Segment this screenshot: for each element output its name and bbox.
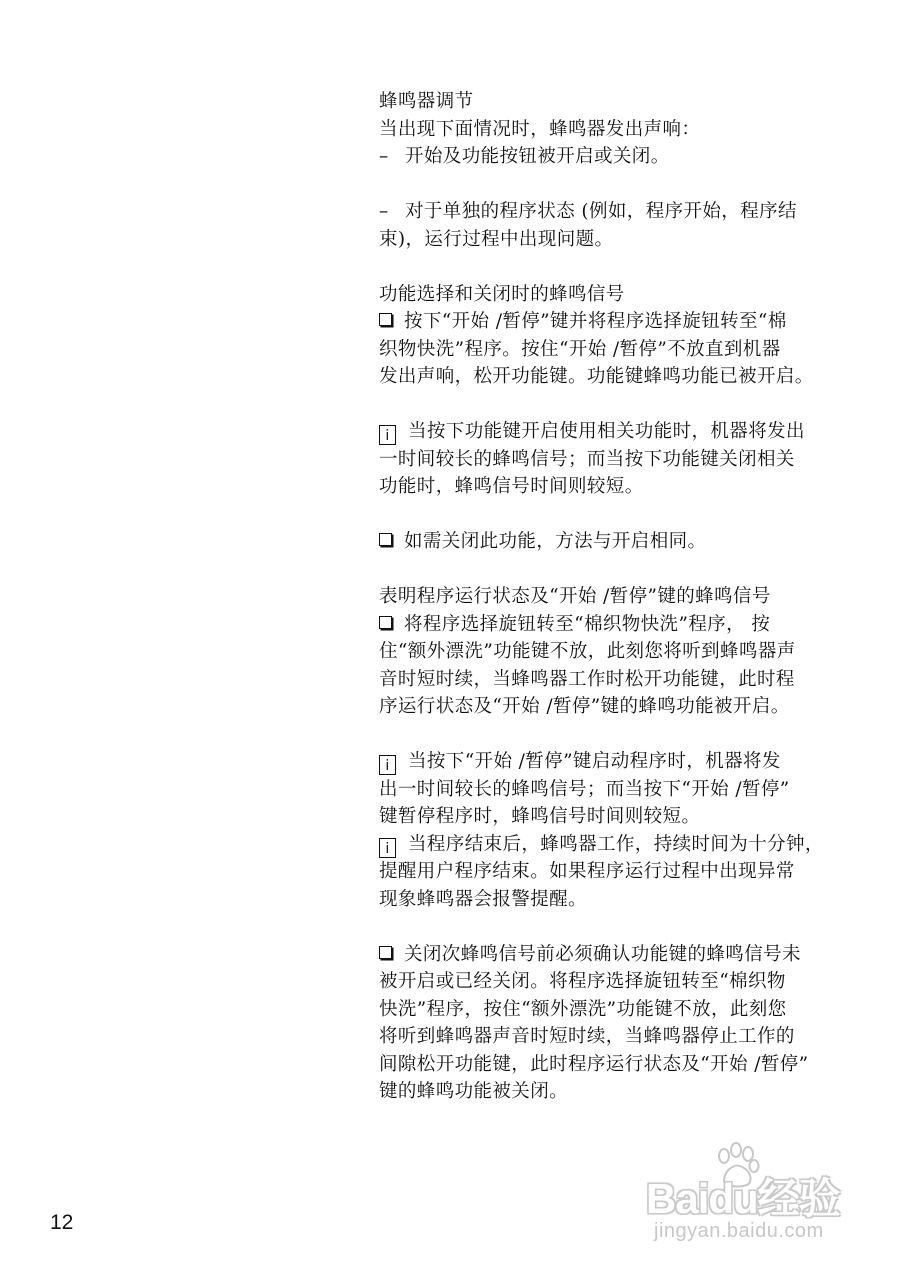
step-line: 将听到蜂鸣器声音时短时续，当蜂鸣器停止工作的 bbox=[379, 1026, 795, 1047]
step-line: 快洗”程序，按住“额外漂洗”功能键不放，此刻您 bbox=[379, 998, 787, 1020]
step-line: 间隙松开功能键，此时程序运行状态及“开始 /暂停” bbox=[379, 1053, 809, 1075]
info-line: 键暂停程序时，蜂鸣信号时间则较短。 bbox=[379, 806, 701, 827]
info-line: i 当程序结束后，蜂鸣器工作，持续时间为十分钟， bbox=[379, 831, 861, 859]
page-number: 12 bbox=[50, 1211, 74, 1234]
watermark-logo: Baidu经验 bbox=[646, 1175, 840, 1222]
info-line: i 当按下“开始 /暂停”键启动程序时，机器将发 bbox=[379, 748, 861, 776]
checkbox-square-icon bbox=[379, 313, 392, 326]
dash-item-cont: 束)，运行过程中出现问题。 bbox=[379, 228, 614, 250]
checkbox-square-icon bbox=[379, 946, 392, 959]
info-box-icon: i bbox=[379, 425, 396, 445]
step-line: 关闭次蜂鸣信号前必须确认功能键的蜂鸣信号未 bbox=[379, 941, 861, 969]
info-line: 出一时间较长的蜂鸣信号；而当按下“开始 /暂停” bbox=[379, 778, 790, 800]
step-line: 按下“开始 /暂停”键并将程序选择旋钮转至“棉 bbox=[379, 308, 861, 336]
checkbox-square-icon bbox=[379, 533, 392, 546]
section-title: 蜂鸣器调节 bbox=[379, 91, 474, 112]
subsection-title: 功能选择和关闭时的蜂鸣信号 bbox=[379, 283, 625, 305]
checkbox-square-icon bbox=[379, 616, 392, 629]
manual-content bbox=[379, 88, 861, 1106]
info-box-icon: i bbox=[379, 755, 396, 775]
step-line: 键的蜂鸣功能被关闭。 bbox=[379, 1081, 569, 1102]
baidu-watermark bbox=[646, 1142, 878, 1260]
step-line: 织物快洗”程序。按住“开始 /暂停”不放直到机器 bbox=[379, 338, 781, 360]
step-line: 序运行状态及“开始 /暂停”键的蜂鸣功能被开启。 bbox=[379, 696, 790, 717]
step-line: 音时短时续，当蜂鸣器工作时松开功能键，此时程 bbox=[379, 668, 795, 690]
intro-text: 当出现下面情况时，蜂鸣器发出声响： bbox=[379, 118, 701, 140]
step-line: 住“额外漂洗”功能键不放，此刻您将听到蜂鸣器声 bbox=[379, 641, 796, 662]
step-line: 发出声响，松开功能键。功能键蜂鸣功能已被开启。 bbox=[379, 366, 814, 387]
info-line: i 当按下功能键开启使用相关功能时，机器将发出 bbox=[379, 418, 861, 446]
subsection-title: 表明程序运行状态及“开始 /暂停”键的蜂鸣信号 bbox=[379, 586, 771, 607]
dash-glyph: – bbox=[379, 146, 389, 167]
step-line: 被开启或已经关闭。将程序选择旋钮转至“棉织物 bbox=[379, 971, 786, 992]
info-line: 功能时，蜂鸣信号时间则较短。 bbox=[379, 476, 644, 497]
info-box-icon: i bbox=[379, 838, 396, 858]
watermark-url: jingyan.baidu.com bbox=[654, 1220, 824, 1242]
step-line: 将程序选择旋钮转至“棉织物快洗”程序， 按 bbox=[379, 611, 861, 639]
step-line: 如需关闭此功能，方法与开启相同。 bbox=[379, 528, 861, 556]
dash-item: – 开始及功能按钮被开启或关闭。 bbox=[379, 143, 861, 171]
dash-item: – 对于单独的程序状态 (例如，程序开始，程序结 bbox=[379, 198, 861, 226]
info-line: 一时间较长的蜂鸣信号；而当按下功能键关闭相关 bbox=[379, 448, 795, 470]
info-line: 现象蜂鸣器会报警提醒。 bbox=[379, 888, 587, 910]
dash-glyph: – bbox=[379, 201, 389, 222]
info-line: 提醒用户程序结束。如果程序运行过程中出现异常 bbox=[379, 861, 795, 882]
